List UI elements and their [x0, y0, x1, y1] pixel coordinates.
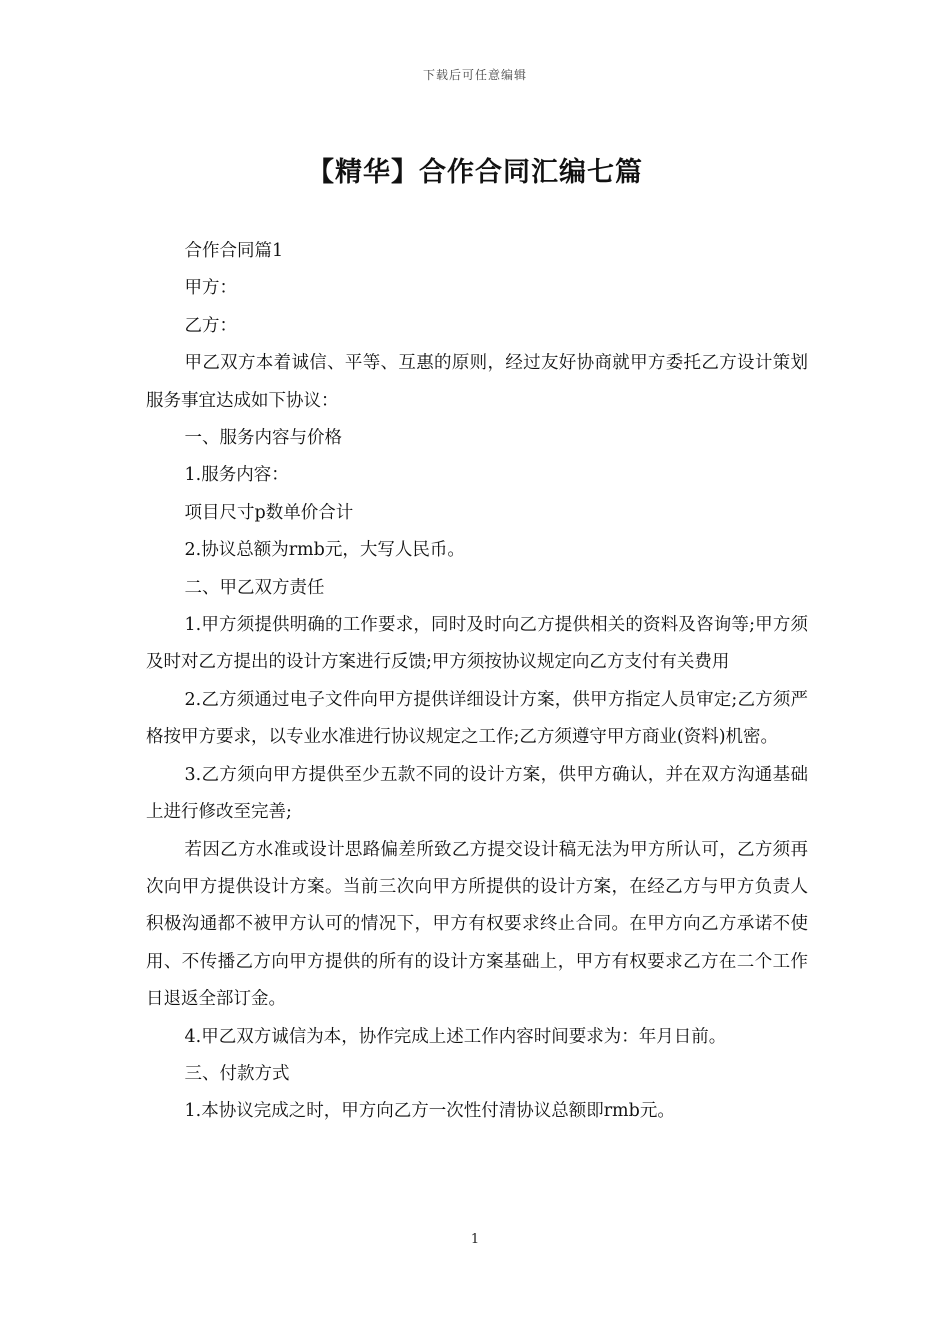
paragraph: 3.乙方须向甲方提供至少五款不同的设计方案，供甲方确认，并在双方沟通基础上进行修改至完善; — [146, 764, 808, 823]
paragraph: 2.协议总额为rmb元，大写人民币。 — [184, 540, 465, 561]
page-number: 1 — [470, 1232, 480, 1247]
paragraph: 1.本协议完成之时，甲方向乙方一次性付清协议总额即rmb元。 — [184, 1101, 675, 1122]
header-note: 下载后可任意编辑 — [422, 68, 527, 82]
document-body — [146, 233, 808, 1131]
paragraph: 甲方： — [184, 278, 237, 299]
paragraph: 1.甲方须提供明确的工作要求，同时及时向乙方提供相关的资料及咨询等;甲方须及时对乙方提出的设计方案进行反馈;甲方须按协议规定向乙方支付有关费用 — [146, 615, 808, 673]
paragraph: 项目尺寸p数单价合计 — [184, 502, 354, 523]
paragraph: 乙方： — [184, 315, 237, 336]
document-title: 【精华】合作合同汇编七篇 — [307, 157, 643, 188]
paragraph: 1.服务内容： — [184, 465, 289, 486]
paragraph: 4.甲乙双方诚信为本，协作完成上述工作内容时间要求为：年月日前。 — [184, 1026, 727, 1047]
paragraph: 合作合同篇1 — [184, 241, 284, 261]
paragraph: 2.乙方须通过电子文件向甲方提供详细设计方案，供甲方指定人员审定;乙方须严格按甲方要求，以专业水准进行协议规定之工作;乙方须遵守甲方商业(资料)机密。 — [146, 689, 808, 748]
paragraph: 一、服务内容与价格 — [184, 428, 342, 449]
paragraph: 若因乙方水准或设计思路偏差所致乙方提交设计稿无法为甲方所认可，乙方须再次向甲方提供设计方案。当前三次向甲方所提供的设计方案，在经乙方与甲方负责人积极沟通都不被甲方认可的情况下，甲方有权要求终止合同。在甲方向乙方承诺不使用、不传播乙方向甲方提供的所有的设计方案基础上，甲方有权要求乙方在二个工作日退返全部订金。 — [146, 839, 808, 1010]
paragraph: 二、甲乙双方责任 — [184, 577, 325, 598]
paragraph: 甲乙双方本着诚信、平等、互惠的原则，经过友好协商就甲方委托乙方设计策划服务事宜达成如下协议： — [146, 353, 808, 411]
paragraph: 三、付款方式 — [184, 1063, 290, 1084]
